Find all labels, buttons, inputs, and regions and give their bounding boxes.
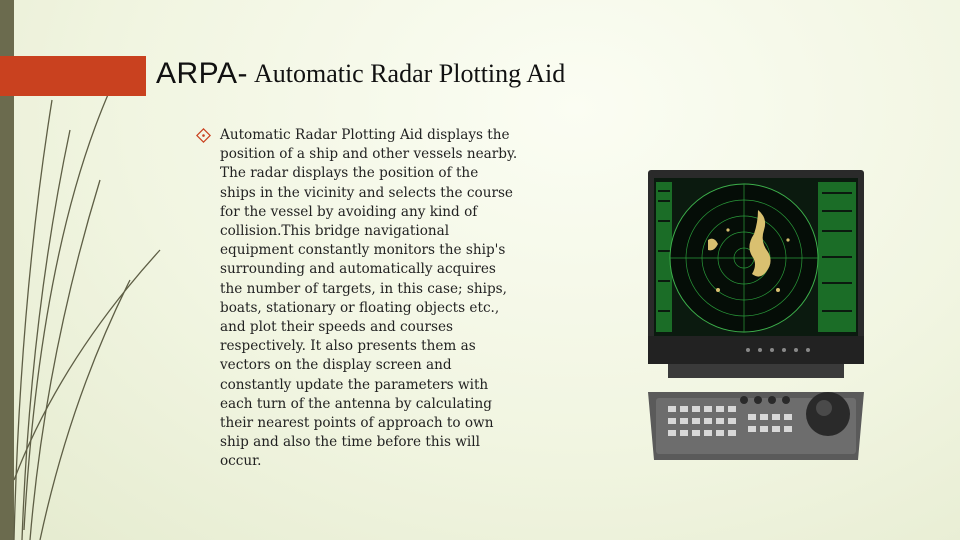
body-line: position of a ship and other vessels nearby. bbox=[220, 146, 518, 163]
title-prefix: ARPA- bbox=[156, 57, 248, 90]
body-line: collision.This bridge navigational bbox=[220, 223, 450, 240]
body-line: occur. bbox=[220, 453, 262, 470]
body-line: the number of targets, in this case; ships, bbox=[220, 280, 507, 297]
body-line: constantly update the parameters with bbox=[220, 376, 489, 393]
body-line: vectors on the display screen and bbox=[220, 357, 452, 374]
body-line: equipment constantly monitors the ship's bbox=[220, 242, 506, 259]
radar-equipment-image bbox=[648, 170, 864, 466]
diamond-bullet-icon bbox=[196, 128, 211, 143]
body-line: The radar displays the position of the bbox=[220, 165, 479, 182]
body-line: their nearest points of approach to own bbox=[220, 415, 494, 432]
body-line: respectively. It also presents them as bbox=[220, 338, 476, 355]
body-line: for the vessel by avoiding any kind of bbox=[220, 203, 478, 220]
body-paragraph bbox=[220, 126, 540, 472]
body-line: Automatic Radar Plotting Aid displays the bbox=[220, 127, 510, 143]
body-line: ships in the vicinity and selects the course bbox=[220, 184, 513, 201]
title-main: Automatic Radar Plotting Aid bbox=[253, 59, 566, 88]
body-line: surrounding and automatically acquires bbox=[220, 261, 496, 278]
title-accent-bar bbox=[0, 56, 146, 96]
body-line: boats, stationary or floating objects etc., bbox=[220, 299, 500, 316]
slide-title bbox=[156, 52, 565, 96]
body-line: ship and also the time before this will bbox=[220, 434, 480, 451]
body-line: each turn of the antenna by calculating bbox=[220, 395, 492, 412]
body-line: and plot their speeds and courses bbox=[220, 319, 454, 336]
